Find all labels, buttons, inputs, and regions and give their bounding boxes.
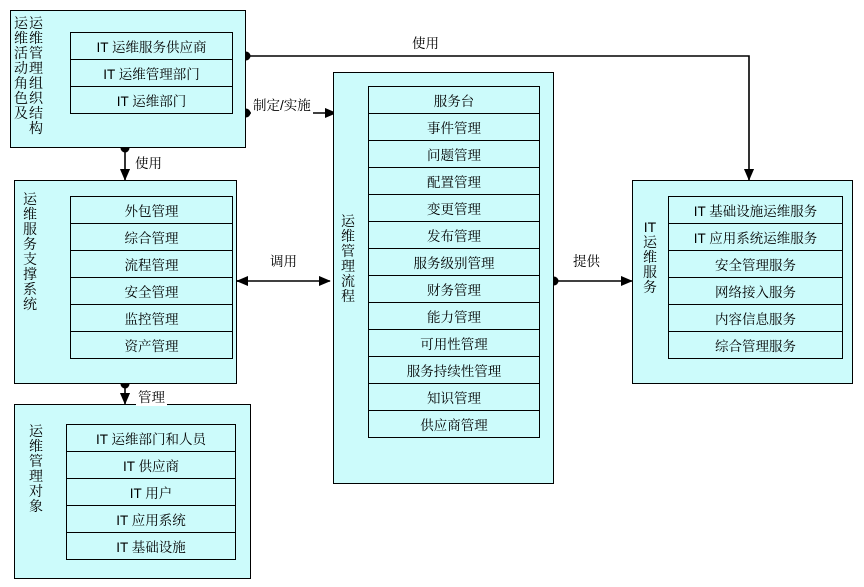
list-item[interactable]: 服务级别管理	[368, 248, 540, 276]
list-item[interactable]: 综合管理服务	[668, 331, 843, 359]
edge-label-use-top: 使用	[410, 32, 441, 52]
list-item[interactable]: IT 应用系统	[66, 505, 236, 533]
list-item[interactable]: IT 用户	[66, 478, 236, 506]
list-item[interactable]: 配置管理	[368, 167, 540, 195]
list-item[interactable]: 外包管理	[70, 196, 233, 224]
edge-label-define-implement: 制定/实施	[251, 94, 313, 114]
list-item[interactable]: 服务持续性管理	[368, 356, 540, 384]
group-services-label: IT 运维服务	[643, 219, 657, 295]
group-services-items	[668, 196, 843, 358]
list-item[interactable]: 发布管理	[368, 221, 540, 249]
group-process-label: 运维管理流程	[341, 213, 355, 304]
list-item[interactable]: 内容信息服务	[668, 304, 843, 332]
list-item[interactable]: 能力管理	[368, 302, 540, 330]
list-item[interactable]: 可用性管理	[368, 329, 540, 357]
list-item[interactable]: IT 基础设施运维服务	[668, 196, 843, 224]
group-objects-label: 运维管理对象	[29, 423, 43, 514]
list-item[interactable]: 网络接入服务	[668, 277, 843, 305]
list-item[interactable]: 知识管理	[368, 383, 540, 411]
list-item[interactable]: IT 应用系统运维服务	[668, 223, 843, 251]
group-process-items	[368, 86, 540, 437]
edge-label-provide: 提供	[571, 250, 602, 270]
group-org-label-1: 运维管理组织结构	[29, 15, 43, 136]
list-item[interactable]: 资产管理	[70, 331, 233, 359]
list-item[interactable]: 服务台	[368, 86, 540, 114]
list-item[interactable]: IT 运维部门	[70, 86, 233, 114]
list-item[interactable]: IT 基础设施	[66, 532, 236, 560]
edge-label-use-left: 使用	[133, 152, 164, 172]
edge-label-invoke: 调用	[268, 250, 299, 270]
list-item[interactable]: IT 运维部门和人员	[66, 424, 236, 452]
group-objects-items	[66, 424, 236, 559]
group-org-items	[70, 32, 233, 113]
list-item[interactable]: 安全管理服务	[668, 250, 843, 278]
group-org-label-2: 运维活动角色及	[14, 15, 28, 121]
group-support-items	[70, 196, 233, 358]
list-item[interactable]: 流程管理	[70, 250, 233, 278]
list-item[interactable]: IT 运维服务供应商	[70, 32, 233, 60]
list-item[interactable]: 财务管理	[368, 275, 540, 303]
list-item[interactable]: 安全管理	[70, 277, 233, 305]
edge-label-manage: 管理	[136, 386, 167, 406]
list-item[interactable]: 综合管理	[70, 223, 233, 251]
list-item[interactable]: IT 供应商	[66, 451, 236, 479]
list-item[interactable]: 事件管理	[368, 113, 540, 141]
list-item[interactable]: IT 运维管理部门	[70, 59, 233, 87]
list-item[interactable]: 变更管理	[368, 194, 540, 222]
list-item[interactable]: 供应商管理	[368, 410, 540, 438]
group-support-label: 运维服务支撑系统	[23, 191, 37, 312]
list-item[interactable]: 监控管理	[70, 304, 233, 332]
list-item[interactable]: 问题管理	[368, 140, 540, 168]
